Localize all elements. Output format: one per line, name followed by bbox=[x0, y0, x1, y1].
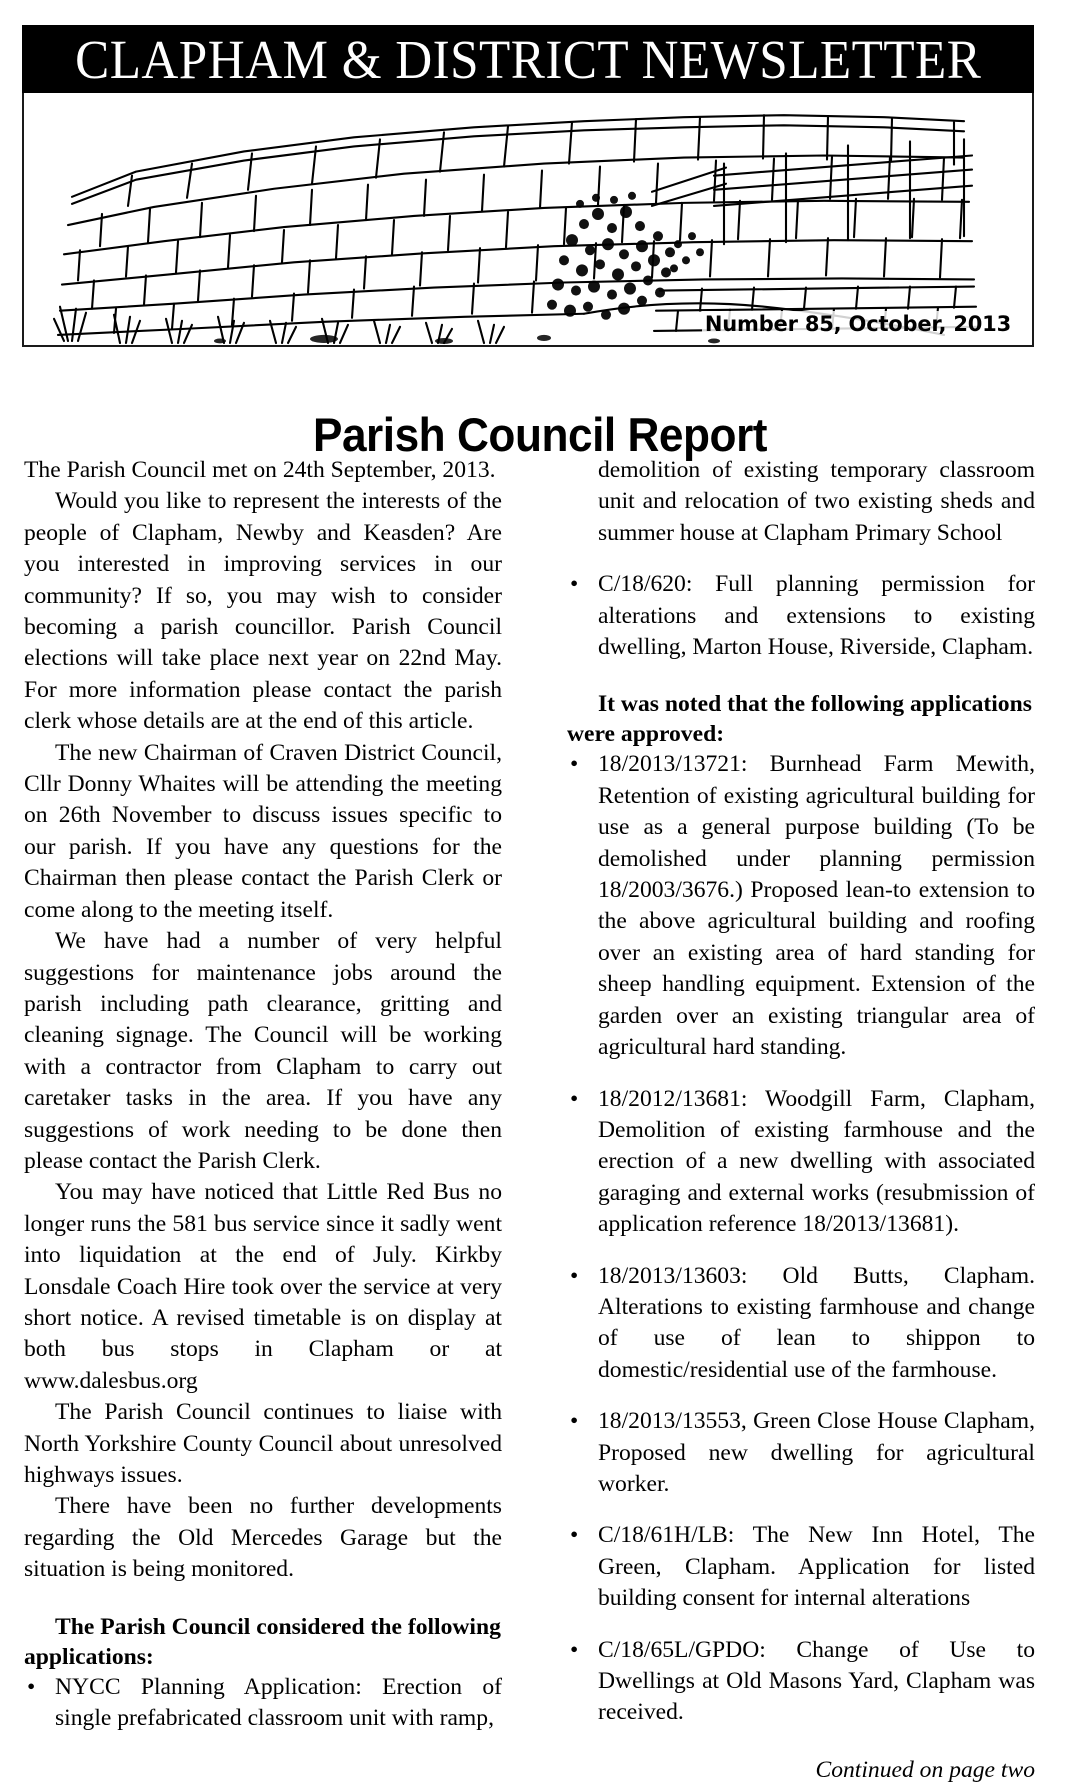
list-item: • C/18/620: Full planning permission for alterations and extensions to existing dwelling, Marton House, Riverside, Clapham. bbox=[567, 569, 1035, 663]
paragraph: The new Chairman of Craven District Council, Cllr Donny Whaites will be attending the meeting on 26th November to discuss issues specific to our parish. If you have any questions for the Chairman then please contact the Parish Clerk or come along to the meeting itself. bbox=[24, 739, 502, 923]
paragraph: The Parish Council continues to liaise with North Yorkshire County Council about unresolved highways issues. bbox=[24, 1399, 502, 1488]
paragraph: We have had a number of very helpful suggestions for maintenance jobs around the parish including path clearance, gritting and cleaning signage. The Council will be working with a contractor from Clapham to carry out caretaker tasks in the area. If you have any suggestions of work needing to be done then please contact the Parish Clerk. bbox=[24, 928, 502, 1174]
list-item: • C/18/65L/GPDO: Change of Use to Dwellings at Old Masons Yard, Clapham was received. bbox=[567, 1635, 1035, 1729]
list-item: • 18/2012/13681: Woodgill Farm, Clapham, Demolition of existing farmhouse and the erection of a new dwelling with associated garaging and external works (resubmission of application reference 18/2013/13681). bbox=[567, 1084, 1035, 1241]
list-item: • 18/2013/13603: Old Butts, Clapham. Alterations to existing farmhouse and change of use of lean to shippon to domestic/residential use of the farmhouse. bbox=[567, 1261, 1035, 1387]
considered-applications-list bbox=[24, 1672, 502, 1735]
left-column bbox=[24, 455, 502, 1734]
right-column bbox=[567, 455, 1035, 1786]
drystone-wall-illustration-icon bbox=[24, 93, 1032, 345]
paragraph: The Parish Council met on 24th September, 2013. bbox=[24, 457, 496, 483]
foliage-icon bbox=[547, 192, 704, 320]
list-item: • C/18/61H/LB: The New Inn Hotel, The Green, Clapham. Application for listed building consent for internal alterations bbox=[567, 1520, 1035, 1614]
masthead bbox=[22, 25, 1034, 347]
paragraph: Would you like to represent the interests of the people of Clapham, Newby and Keasden? Are you interested in improving services in our community? If so, you may wish to consider becoming a parish councillor. Parish Council elections will take place next year on 22nd May. For more information please contact the parish clerk whose details are at the end of this article. bbox=[24, 488, 502, 735]
article-body bbox=[0, 455, 1080, 1783]
paragraph: There have been no further developments regarding the Old Mercedes Garage but the situation is being monitored. bbox=[24, 1493, 502, 1583]
masthead-illustration-frame bbox=[22, 93, 1034, 347]
list-item: • NYCC Planning Application: Erection of single prefabricated classroom unit with ramp, bbox=[24, 1672, 502, 1735]
list-item: • 18/2013/13553, Green Close House Clapham, Proposed new dwelling for agricultural worker. bbox=[567, 1406, 1035, 1500]
section-heading-considered-applications: The Parish Council considered the following applications: bbox=[24, 1613, 501, 1670]
list-item-continuation: demolition of existing temporary classroom unit and relocation of two existing sheds and summer house at Clapham Primary School bbox=[598, 457, 1035, 546]
approved-applications-list bbox=[567, 749, 1035, 1728]
page-title: Parish Council Report bbox=[312, 408, 768, 462]
issue-number-date: Number 85, October, 2013 bbox=[702, 311, 1014, 337]
section-heading-approved-applications: It was noted that the following applications were approved: bbox=[567, 691, 1032, 748]
continued-on-page-note: Continued on page two bbox=[815, 1756, 1035, 1783]
masthead-banner bbox=[22, 25, 1034, 93]
paragraph: You may have noticed that Little Red Bus no longer runs the 581 bus service since it sadly went into liquidation at the end of July. Kirkby Lonsdale Coach Hire took over the service at very short notice. A revised timetable is on display at both bus stops in Clapham or at www.dalesbus.org bbox=[24, 1179, 502, 1394]
newsletter-title: CLAPHAM & DISTRICT NEWSLETTER bbox=[74, 28, 982, 90]
considered-applications-list-continued bbox=[567, 455, 1035, 663]
list-item: • 18/2013/13721: Burnhead Farm Mewith, Retention of existing agricultural building for use as a general purpose building (To be demolished under planning permission 18/2003/3676.) Proposed lean-to extension to the above agricultural building and roofing over an existing area of hard standing for sheep handling equipment. Extension of the garden over an existing triangular area of agricultural hard standing. bbox=[567, 749, 1035, 1063]
